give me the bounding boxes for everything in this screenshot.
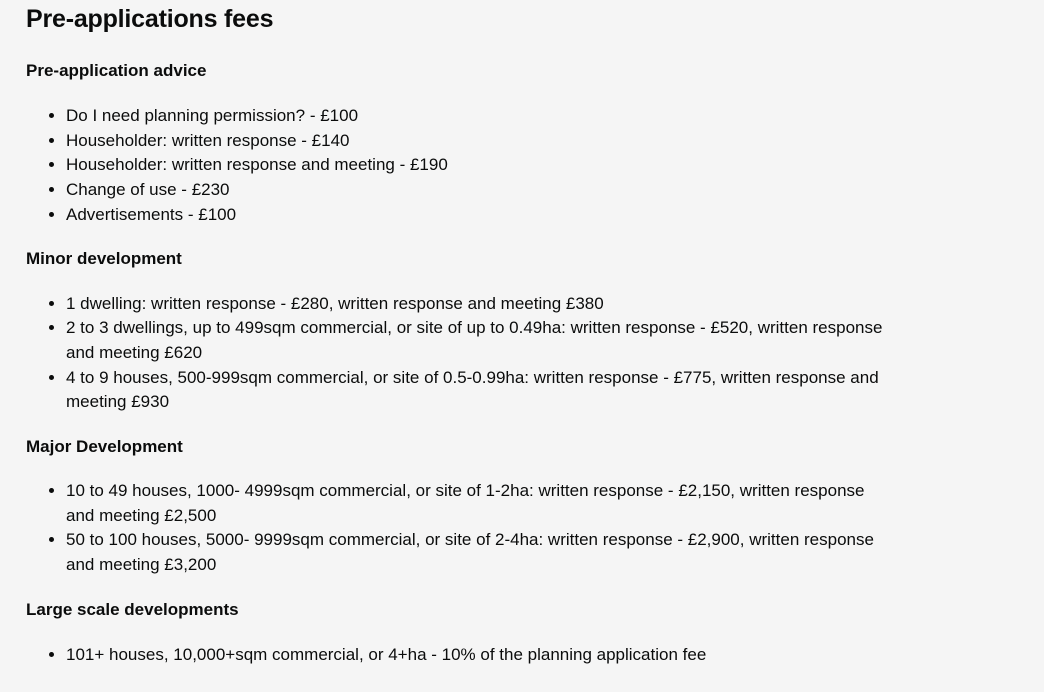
list-item: • Advertisements - £100 [66, 203, 886, 228]
list-item: • 1 dwelling: written response - £280, written response and meeting £380 [66, 292, 886, 317]
list-item: • 4 to 9 houses, 500-999sqm commercial, or site of 0.5-0.99ha: written response - £775, written response and meeting £930 [66, 366, 886, 415]
page-title: Pre-applications fees [26, 5, 274, 33]
fee-list-major-development [26, 479, 886, 578]
main-content [26, 0, 886, 668]
list-item: • 50 to 100 houses, 5000- 9999sqm commercial, or site of 2-4ha: written response - £2,900, written response and meeting £3,200 [66, 528, 886, 577]
list-item: • Householder: written response - £140 [66, 129, 886, 154]
section-heading-major-development: Major Development [26, 437, 183, 457]
list-item: • Householder: written response and meeting - £190 [66, 153, 886, 178]
list-item: • 10 to 49 houses, 1000- 4999sqm commercial, or site of 1-2ha: written response - £2,150, written response and meeting £2,500 [66, 479, 886, 528]
section-heading-minor-development: Minor development [26, 248, 182, 268]
fee-list-minor-development [26, 292, 886, 416]
list-item: • 101+ houses, 10,000+sqm commercial, or 4+ha - 10% of the planning application fee [66, 643, 886, 668]
list-item: • Change of use - £230 [66, 178, 886, 203]
fee-list-pre-application-advice [26, 104, 886, 228]
fee-list-large-scale-developments [26, 643, 886, 668]
list-item: • 2 to 3 dwellings, up to 499sqm commercial, or site of up to 0.49ha: written response - £520, written response and meeting £620 [66, 316, 886, 365]
section-heading-large-scale-developments: Large scale developments [26, 599, 239, 619]
section-heading-pre-application-advice: Pre-application advice [26, 61, 207, 80]
list-item: • Do I need planning permission? - £100 [66, 104, 886, 129]
